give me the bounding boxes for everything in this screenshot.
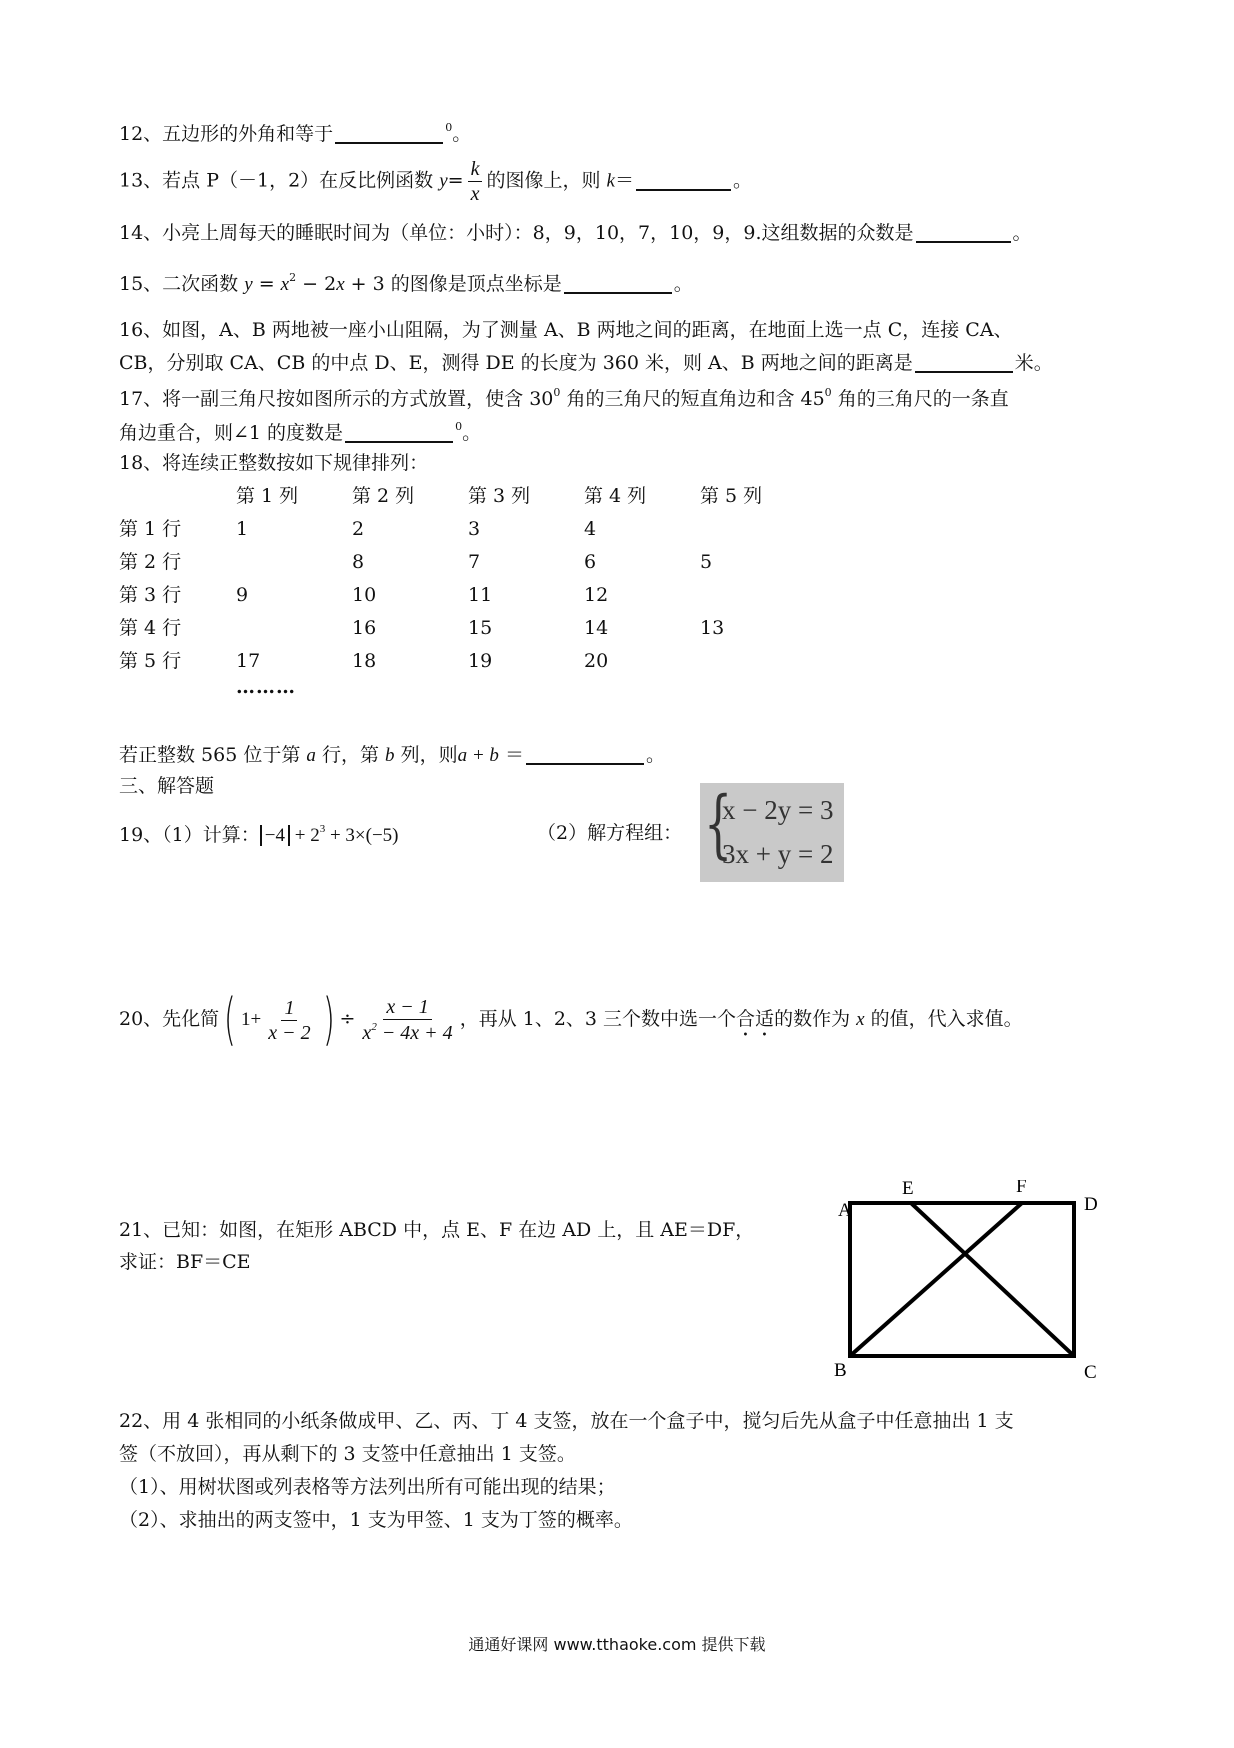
footer-credit: 通通好课网 www.tthaoke.com 提供下载 (468, 1635, 766, 1654)
table-cell: 4 (584, 518, 597, 540)
q18-eq: ＝ (498, 744, 524, 766)
table-cell: 17 (236, 650, 261, 672)
table-cell: 20 (584, 650, 609, 672)
rectangle-abcd (850, 1203, 1074, 1356)
q18-end: 。 (645, 744, 665, 766)
q20-emphasis: 合适 (736, 1008, 775, 1030)
q13-k: k (606, 170, 615, 192)
table-cell: 15 (468, 617, 493, 639)
q17-end: 。 (462, 422, 482, 444)
row-label: 第 3 行 (119, 584, 182, 606)
q18-sum: a + b (457, 745, 499, 766)
q19-rest: + 3×(−5) (325, 825, 399, 846)
fraction-1-den: x − 2 (268, 1021, 311, 1044)
q19-label: 19、（1）计算： (119, 824, 260, 846)
question-19-part2: （2）解方程组： (537, 822, 683, 844)
question-22-line2: 签（不放回），再从剩下的 3 支签中任意抽出 1 支签。 (119, 1443, 576, 1465)
fraction-2 (359, 996, 455, 1044)
row-label: 第 4 行 (119, 617, 182, 639)
answer-blank (345, 440, 453, 443)
q15-rest2: + 3 (344, 273, 385, 295)
col-header: 第 2 列 (352, 485, 415, 507)
table-cell: 3 (468, 518, 481, 540)
q20-x: x (856, 1009, 865, 1030)
q15-sq: 2 (289, 271, 297, 284)
table-cell: 19 (468, 650, 493, 672)
question-17-line2 (119, 421, 481, 443)
table-cell: 5 (700, 551, 713, 573)
answer-blank (916, 240, 1011, 243)
left-paren-icon: ( (224, 987, 237, 1052)
question-21-line2: 求证：BF＝CE (119, 1251, 251, 1273)
question-22-line3: （1）、用树状图或列表格等方法列出所有可能出现的结果； (119, 1476, 616, 1498)
q17-line1a: 17、将一副三角尺按如图所示的方式放置，使含 30 (119, 388, 554, 410)
question-16-line2 (119, 354, 1053, 373)
answer-blank (636, 188, 731, 191)
q15-text: 15、二次函数 (119, 273, 239, 295)
table-cell: 14 (584, 617, 609, 639)
q13-eq2: ＝ (614, 169, 634, 192)
row-label: 第 1 行 (119, 518, 182, 540)
table-cell: 11 (468, 584, 493, 606)
q17-sup2: 0 (824, 386, 832, 399)
q15-after: 的图像是顶点坐标是 (390, 273, 562, 295)
q20-after2: 的数作为 (774, 1008, 851, 1030)
q13-end: 。 (733, 169, 753, 192)
question-14 (119, 224, 1032, 243)
q13-mid: 的图像上，则 (486, 169, 601, 192)
q20-after3: 的值，代入求值。 (870, 1008, 1023, 1030)
label-a: A (838, 1200, 852, 1221)
question-17-line1 (119, 387, 1009, 409)
fraction-2-den-x: x (362, 1022, 372, 1044)
brace-icon: { (704, 781, 733, 867)
q18-ask-c: 列，则 (400, 744, 458, 766)
table-cell: 7 (468, 551, 481, 573)
question-22-line4: （2）、求抽出的两支签中，1 支为甲签、1 支为丁签的概率。 (119, 1509, 633, 1531)
question-12 (119, 122, 471, 144)
label-f: F (1016, 1180, 1027, 1197)
label-b: B (834, 1360, 847, 1380)
q20-div: ÷ (339, 1008, 356, 1030)
q12-text: 12、五边形的外角和等于 (119, 123, 334, 145)
q16-end: 米。 (1014, 352, 1053, 374)
table-cell: 9 (236, 584, 249, 606)
q13-frac-num: k (468, 158, 483, 182)
q17-line2-text: 角边重合，则∠1 的度数是 (119, 422, 344, 444)
q14-end: 。 (1012, 222, 1032, 244)
question-18-ask (119, 746, 665, 765)
col-header: 第 4 列 (584, 485, 647, 507)
q19-plus: + 2 (289, 825, 320, 846)
fraction-2-den-sq: 2 (371, 1021, 377, 1033)
answer-blank (564, 291, 672, 294)
q13-eq: = (447, 169, 464, 192)
q14-text: 14、小亮上周每天的睡眠时间为（单位：小时）：8，9，10，7，10，9，9.这组数据的众数是 (119, 222, 914, 244)
table-cell: 6 (584, 551, 597, 573)
table-cell: 8 (352, 551, 365, 573)
q20-after1: ，再从 1、2、3 三个数中选一个 (459, 1008, 737, 1030)
col-header: 第 5 列 (700, 485, 763, 507)
rectangle-figure (820, 1180, 1100, 1380)
ellipsis: ……… (236, 676, 296, 698)
question-16-line1: 16、如图，A、B 两地被一座小山阻隔，为了测量 A、B 两地之间的距离，在地面上选一点 C，连接 CA、 (119, 319, 1013, 341)
q16-line2-text: CB，分别取 CA、CB 的中点 D、E，测得 DE 的长度为 360 米，则 A、B 两地之间的距离是 (119, 352, 913, 374)
answer-blank (915, 370, 1013, 373)
degree-mark: 0 (455, 420, 463, 433)
q18-ask-b: 行，第 (321, 744, 379, 766)
label-d: D (1084, 1194, 1098, 1215)
q13-frac-den: x (470, 183, 480, 205)
table-cell: 18 (352, 650, 377, 672)
table-cell: 16 (352, 617, 377, 639)
table-cell: 13 (700, 617, 725, 639)
fraction-1 (265, 997, 313, 1044)
question-18-title: 18、将连续正整数按如下规律排列： (119, 452, 429, 474)
q19-abs: −4 (260, 825, 290, 846)
table-cell: 1 (236, 518, 249, 540)
q17-line1c: 角的三角尺的一条直 (831, 388, 1009, 410)
q13-text: 13、若点 P（－1，2）在反比例函数 (119, 169, 434, 192)
label-c: C (1084, 1362, 1097, 1380)
answer-blank (335, 141, 443, 144)
q15-x2: x (336, 274, 345, 295)
q15-rest: − 2 (296, 273, 337, 295)
q17-line1b: 角的三角尺的短直角边和含 45 (560, 388, 825, 410)
equation-2: 3x + y = 2 (722, 839, 834, 869)
table-cell: 12 (584, 584, 609, 606)
q15-eq: = (252, 273, 281, 295)
col-header: 第 1 列 (236, 485, 299, 507)
q19-expression (260, 825, 399, 846)
question-19 (119, 824, 399, 845)
question-13 (119, 158, 752, 205)
equation-system-image (700, 783, 844, 882)
q13-fraction (468, 158, 483, 205)
q20-one: 1+ (241, 1009, 262, 1030)
section-heading: 三、解答题 (119, 775, 215, 797)
q20-label: 20、先化简 (119, 1008, 220, 1030)
label-e: E (902, 1180, 914, 1199)
q18-a: a (306, 745, 316, 766)
row-label: 第 5 行 (119, 650, 182, 672)
q15-end: 。 (673, 273, 693, 295)
row-label: 第 2 行 (119, 551, 182, 573)
q12-end: 。 (452, 123, 472, 145)
question-15 (119, 272, 693, 294)
fraction-1-num: 1 (281, 997, 297, 1021)
table-cell: 2 (352, 518, 365, 540)
table-cell: 10 (352, 584, 377, 606)
fraction-2-den (359, 1020, 455, 1044)
fraction-2-den-rest: − 4x + 4 (376, 1022, 453, 1044)
q19-cube: 3 (319, 823, 326, 835)
q13-y: y (439, 170, 448, 192)
question-20 (119, 987, 1023, 1052)
question-21-line1: 21、已知：如图，在矩形 ABCD 中，点 E、F 在边 AD 上，且 AE＝DF， (119, 1219, 755, 1241)
right-paren-icon: ) (322, 987, 335, 1052)
degree-mark: 0 (445, 121, 453, 134)
fraction-2-num: x − 1 (383, 996, 431, 1020)
q17-sup1: 0 (553, 386, 561, 399)
equation-1: x − 2y = 3 (722, 795, 834, 825)
q15-x1: x (280, 274, 290, 295)
col-header: 第 3 列 (468, 485, 531, 507)
q15-y: y (244, 274, 253, 295)
q18-b: b (385, 745, 395, 766)
q18-ask-a: 若正整数 565 位于第 (119, 744, 301, 766)
question-22-line1: 22、用 4 张相同的小纸条做成甲、乙、丙、丁 4 支签，放在一个盒子中，搅匀后先从盒子中任意抽出 1 支 (119, 1410, 1014, 1432)
answer-blank (526, 762, 644, 765)
